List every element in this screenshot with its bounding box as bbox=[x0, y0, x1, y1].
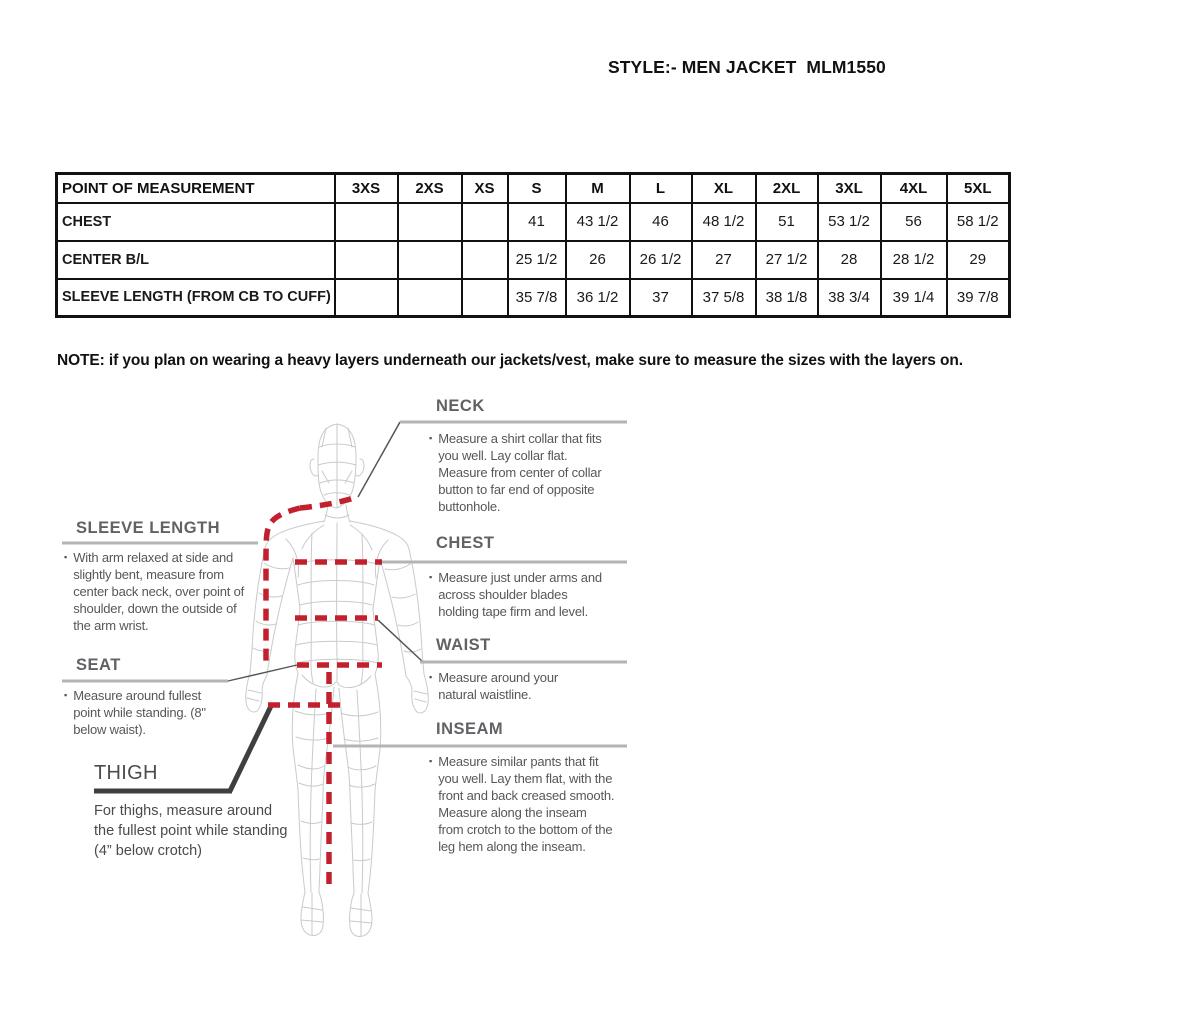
neck-instructions: ▪ Measure a shirt collar that fits you well. Lay collar flat. Measure from center of collar button to far end of opposite buttonhole. bbox=[429, 431, 602, 514]
bullet-icon: ▪ bbox=[429, 672, 433, 682]
chest-title: CHEST bbox=[436, 534, 495, 552]
column-header: XS bbox=[462, 174, 508, 203]
table-cell: 28 1/2 bbox=[881, 241, 947, 279]
thigh-callout-line bbox=[230, 706, 271, 791]
table-cell bbox=[398, 279, 462, 317]
table-cell: 28 bbox=[818, 241, 881, 279]
bullet-icon: ▪ bbox=[64, 690, 68, 700]
thigh-instructions: For thighs, measure around the fullest point while standing (4” below crotch) bbox=[94, 803, 288, 859]
sleeve-length-title: SLEEVE LENGTH bbox=[76, 519, 221, 537]
table-cell: 53 1/2 bbox=[818, 203, 881, 241]
table-cell bbox=[335, 203, 398, 241]
table-cell bbox=[462, 203, 508, 241]
column-header: L bbox=[630, 174, 692, 203]
column-header: 3XS bbox=[335, 174, 398, 203]
table-cell bbox=[335, 241, 398, 279]
column-header: 3XL bbox=[818, 174, 881, 203]
table-cell bbox=[398, 241, 462, 279]
table-cell: 41 bbox=[508, 203, 566, 241]
table-cell: 26 bbox=[566, 241, 630, 279]
neck-measure-line bbox=[300, 497, 357, 508]
table-cell bbox=[398, 203, 462, 241]
table-cell: 25 1/2 bbox=[508, 241, 566, 279]
seat-instructions: ▪ Measure around fullest point while standing. (8" below waist). bbox=[64, 688, 206, 737]
inseam-instructions: ▪ Measure similar pants that fit you well. Lay them flat, with the front and back creased smooth. Measure along the inseam from crotch to the bottom of the leg hem along the inseam. bbox=[429, 754, 615, 854]
column-header: 4XL bbox=[881, 174, 947, 203]
note-text: NOTE: if you plan on wearing a heavy layers underneath our jackets/vest, make sure to measure the sizes with the layers on. bbox=[57, 352, 963, 369]
table-cell: 48 1/2 bbox=[692, 203, 756, 241]
table-header-row bbox=[57, 174, 1010, 203]
column-header: 5XL bbox=[947, 174, 1010, 203]
inseam-title: INSEAM bbox=[436, 720, 504, 738]
table-cell: 37 bbox=[630, 279, 692, 317]
page-title: STYLE:- MEN JACKET MLM1550 bbox=[608, 57, 886, 77]
table-cell: 36 1/2 bbox=[566, 279, 630, 317]
table-cell: 27 1/2 bbox=[756, 241, 818, 279]
table-cell: 27 bbox=[692, 241, 756, 279]
size-table bbox=[55, 172, 1011, 318]
sleeve-length-instructions: ▪ With arm relaxed at side and slightly bent, measure from center back neck, over point of shoulder, down the outside of the arm wrist. bbox=[64, 550, 245, 633]
bullet-icon: ▪ bbox=[429, 756, 433, 766]
table-cell: 29 bbox=[947, 241, 1010, 279]
column-header: POINT OF MEASUREMENT bbox=[57, 174, 335, 203]
waist-title: WAIST bbox=[436, 636, 491, 654]
row-label: SLEEVE LENGTH (FROM CB TO CUFF) bbox=[57, 279, 335, 317]
table-cell: 26 1/2 bbox=[630, 241, 692, 279]
bullet-icon: ▪ bbox=[429, 572, 433, 582]
table-cell bbox=[335, 279, 398, 317]
table-cell: 51 bbox=[756, 203, 818, 241]
table-row bbox=[57, 203, 1010, 241]
measurement-diagram bbox=[60, 393, 627, 965]
table-cell: 38 1/8 bbox=[756, 279, 818, 317]
table-row bbox=[57, 279, 1010, 317]
column-header: 2XL bbox=[756, 174, 818, 203]
table-cell: 56 bbox=[881, 203, 947, 241]
seat-title: SEAT bbox=[76, 656, 121, 674]
table-cell: 58 1/2 bbox=[947, 203, 1010, 241]
table-cell: 37 5/8 bbox=[692, 279, 756, 317]
row-label: CHEST bbox=[57, 203, 335, 241]
table-cell: 43 1/2 bbox=[566, 203, 630, 241]
column-header: S bbox=[508, 174, 566, 203]
table-cell bbox=[462, 279, 508, 317]
table-cell: 39 7/8 bbox=[947, 279, 1010, 317]
chest-instructions: ▪ Measure just under arms and across shoulder blades holding tape firm and level. bbox=[429, 570, 602, 619]
bullet-icon: ▪ bbox=[64, 552, 68, 562]
table-row bbox=[57, 241, 1010, 279]
table-cell: 38 3/4 bbox=[818, 279, 881, 317]
bullet-icon: ▪ bbox=[429, 433, 433, 443]
table-cell: 46 bbox=[630, 203, 692, 241]
row-label: CENTER B/L bbox=[57, 241, 335, 279]
thigh-title: THIGH bbox=[94, 762, 158, 784]
column-header: 2XS bbox=[398, 174, 462, 203]
waist-callout-line bbox=[378, 620, 423, 662]
table-cell bbox=[462, 241, 508, 279]
table-cell: 35 7/8 bbox=[508, 279, 566, 317]
neck-callout-line bbox=[358, 422, 400, 497]
column-header: M bbox=[566, 174, 630, 203]
column-header: XL bbox=[692, 174, 756, 203]
table-cell: 39 1/4 bbox=[881, 279, 947, 317]
seat-callout-line bbox=[228, 665, 297, 681]
neck-title: NECK bbox=[436, 397, 485, 415]
waist-instructions: ▪ Measure around your natural waistline. bbox=[429, 670, 558, 702]
